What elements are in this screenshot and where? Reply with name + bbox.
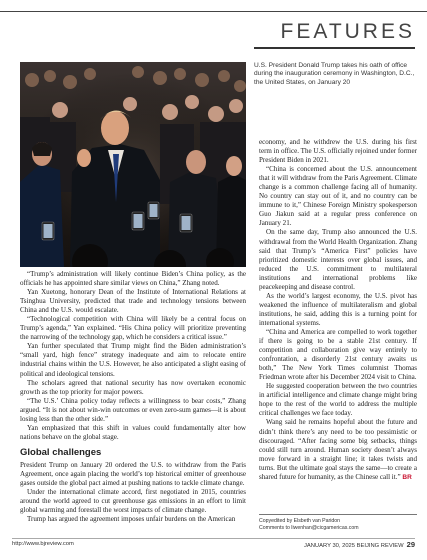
paragraph: He suggested cooperation between the two countries in artificial intelligence and climate change might bring hope to the rest of the world to address the multiple critical challenges we face today. (259, 382, 417, 418)
paragraph: Under the international climate accord, first negotiated in 2015, countries around the world agreed to cut greenhouse gas emissions in an effort to limit global warming and forestall the worst impacts of climate change. (20, 488, 246, 515)
footer-issue (304, 540, 415, 549)
subhead-global-challenges: Global challenges (20, 446, 102, 458)
inauguration-photo (20, 62, 246, 267)
paragraph: The scholars agreed that national security has now overtaken economic growth as the top priority for major powers. (20, 378, 246, 396)
paragraph: On the same day, Trump also announced the U.S. withdrawal from the World Health Organization. Zhang said that Trump’s “America First” policies have prioritized domestic interests over global issues, and reduced the U.S. commitment to multilateral institutions and international problems like peacekeeping and disease control. (259, 228, 417, 291)
top-rule (0, 11, 427, 12)
paragraph: “Trump’s administration will likely continue Biden’s China policy, as the officials he has appointed share similar views on China,” Zhang noted. (20, 270, 246, 288)
paragraph: “China is concerned about the U.S. announcement that it will withdraw from the Paris Agreement. Climate change is a common challenge facing all of humanity. No country can stay out of it, and no country can be immune to it,” Chinese Foreign Ministry spokesperson Guo Jiakun said at a regular press conference on January 21. (259, 165, 417, 228)
comments-line: Comments to liwenhan@cicgamericas.com (259, 524, 359, 531)
bottom-rule (12, 538, 415, 539)
paragraph: “The U.S.’ China policy today reflects a willingness to bear costs,” Zhang argued. “It is not about win-win outcomes or even zero-sum games—it is about losing less than the other side.” (20, 396, 246, 423)
paragraph: Trump has argued the agreement imposes unfair burdens on the American (27, 515, 236, 524)
paragraph: Yan emphasized that this shift in values could fundamentally alter how nations behave on the global stage. (20, 423, 246, 441)
photo-caption: U.S. President Donald Trump takes his oath of office during the inauguration ceremony in Washington, D.C., the United States, on January 20 (254, 62, 415, 86)
paragraph: President Trump on January 20 ordered the U.S. to withdraw from the Paris Agreement, once again placing the world’s top historical emitter of greenhouse gases outside the global pact aimed at pushing nations to tackle climate change. (20, 460, 246, 487)
paragraph: economy, and he withdrew the U.S. during his first term in office. The U.S. officially rejoined under former President Biden in 2021. (259, 138, 417, 165)
paragraph: Yan Xuetong, honorary Dean of the Institute of International Relations at Tsinghua University, predicted that trade and technology tensions between China and the U.S. would escalate. (20, 288, 246, 315)
paragraph-text: Wang said he remains hopeful about the future and didn’t think there’s any need to be too pessimistic or discouraged. “After facing some big setbacks, things could still turn around. Human society doesn’t always move forward in a straight line; it takes twists and turns. But the ultimate goal stays the same—to create a shared future for humanity, as the Chinese call it.” (259, 418, 417, 481)
paragraph: “China and America are compelled to work together if there is going to be a stable 21st century. If competition and collaboration give way entirely to confrontation, a disorderly 21st century awaits us both,” The New York Times columnist Thomas Friedman wrote after his December 2024 visit to China. (259, 327, 417, 382)
section-rule (254, 47, 415, 49)
paragraph: “Technological competition with China will likely be a central focus on Trump’s agenda,” Yan explained. “His China policy will prioritize preventing the narrowing of the technology gap, which he considers a critical issue.” (20, 315, 246, 342)
right-column (259, 138, 417, 482)
footer-issue-text: JANUARY 30, 2025 BEIJING REVIEW (303, 543, 404, 549)
copyeditor-line: Copyedited by Elsbeth van Paridon (259, 518, 341, 524)
page-number: 29 (406, 540, 415, 549)
paragraph: As the world’s largest economy, the U.S. pivot has weakened the influence of multilateralism and global institutions, he said, adding this is a turning point for international systems. (259, 291, 417, 327)
footer-url[interactable]: http://www.bjreview.com (12, 541, 74, 547)
paragraph: Yan further speculated that Trump might find the Biden administration’s “small yard, high fence” strategy inadequate and aim to relocate entire industrial chains within the U.S. However, he also anticipated a slight easing of political and ideological tensions. (20, 342, 246, 378)
left-column (20, 270, 246, 524)
paragraph-last (259, 418, 417, 481)
end-mark: BR (402, 473, 412, 481)
section-title: FEATURES (280, 20, 415, 43)
copyright-box (259, 514, 417, 532)
